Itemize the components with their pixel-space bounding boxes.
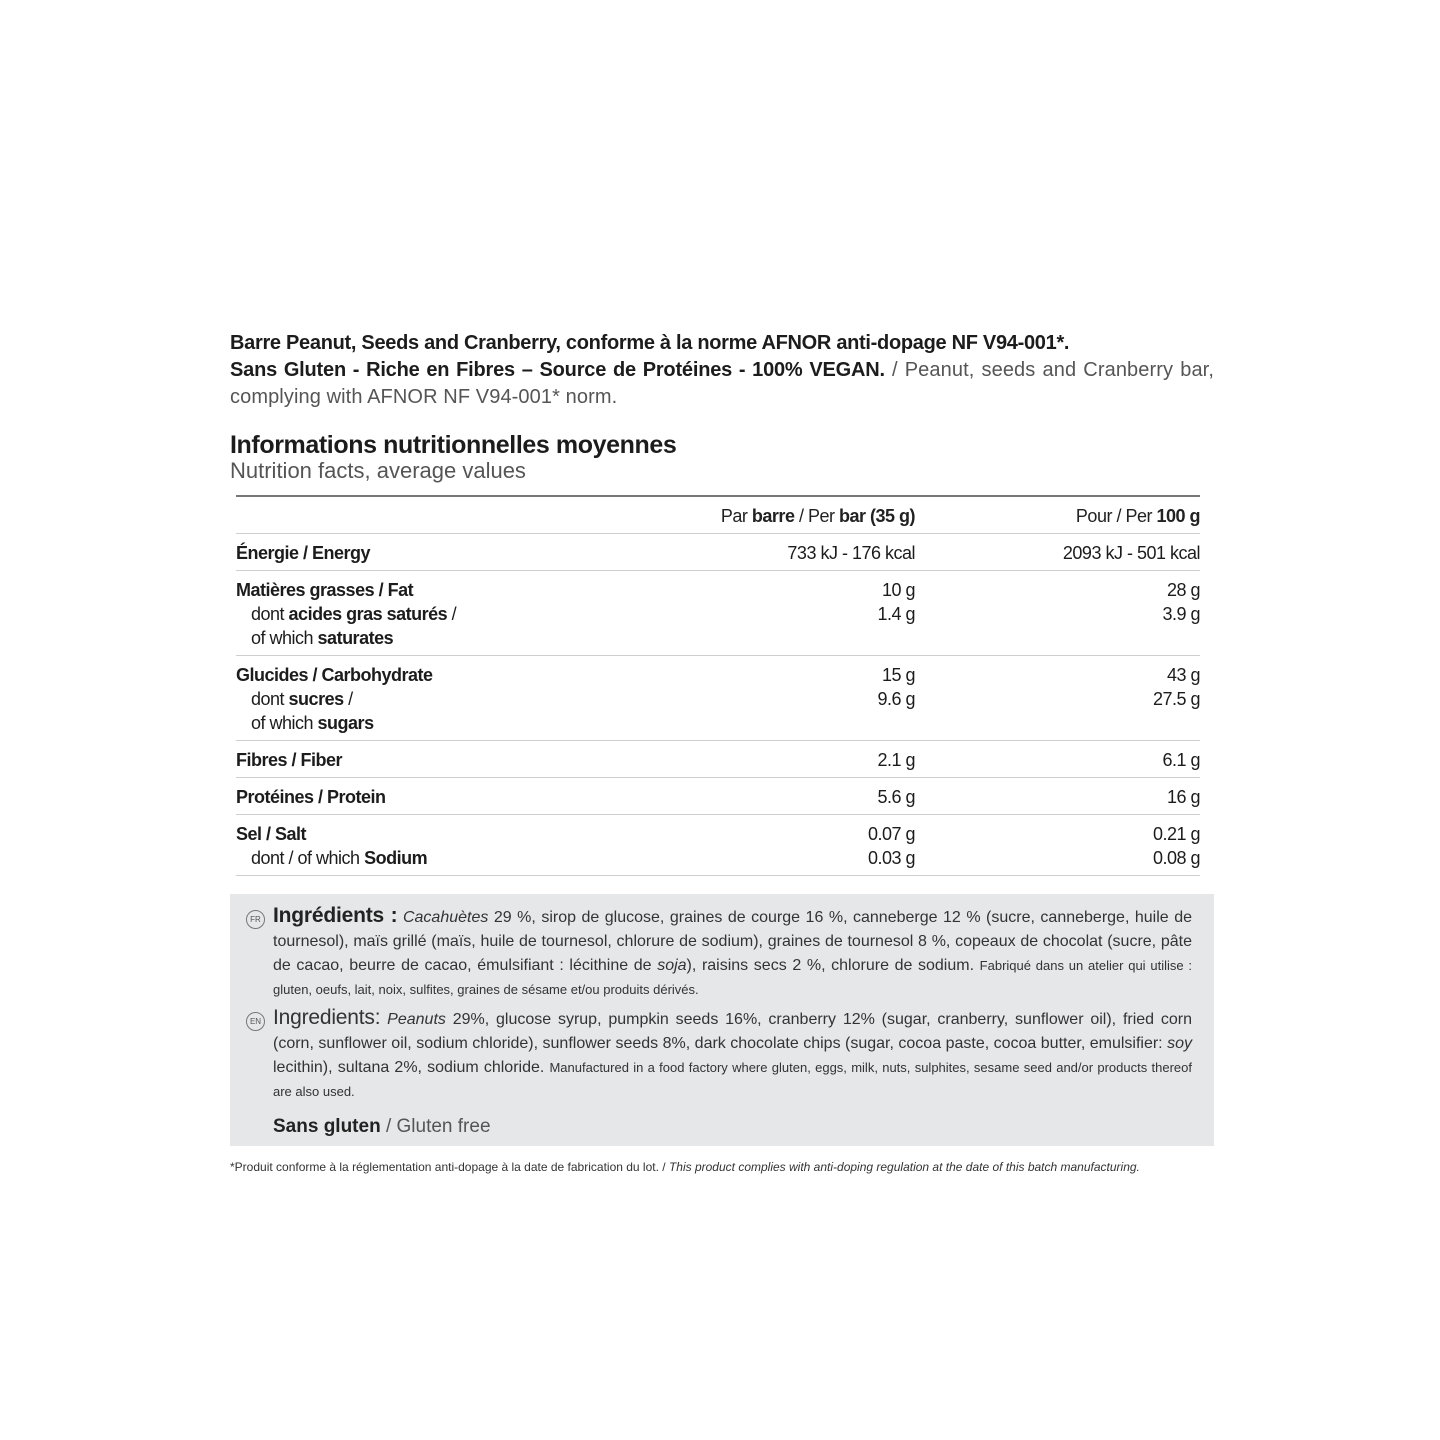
table-row-energy (236, 534, 1200, 571)
table-row-salt (236, 815, 1200, 876)
row-label: Glucides / Carbohydrate dont sucres / of which sugars (236, 656, 460, 741)
fr-language-icon: FR (246, 910, 265, 929)
ingredients-fr: FR Ingrédients : Cacahuètes 29 %, sirop de glucose, graines de courge 16 %, canneberge 12 % (sucre, canneberge, huile de tournesol), maïs grillé (maïs, huile de tournesol, chlorure de sodium), graines de tournesol 8 %, copeaux de chocolat (sucre, pâte de cacao, beurre de cacao, émulsifiant : lécithine de soja), raisins secs 2 %, chlorure de sodium. Fabriqué dans un atelier qui utilise : gluten, oeufs, lait, noix, sulfites, graines de sésame et/ou produits dérivés. (230, 904, 1214, 1002)
product-claims (230, 357, 1214, 411)
product-description (230, 330, 1214, 411)
value-per-bar: 5.6 g (877, 787, 915, 807)
table-row-fat (236, 571, 1200, 656)
value-per-100g: 43 g 27.5 g (1152, 665, 1200, 709)
ingredients-title-en: Ingredients: (273, 1006, 381, 1029)
ingredients-panel (230, 894, 1214, 1146)
value-per-bar: 0.07 g 0.03 g (867, 824, 915, 868)
ingredients-en: EN Ingredients: Peanuts 29%, glucose syrup, pumpkin seeds 16%, cranberry 12% (sugar, cranberry, sunflower oil), fried corn (corn, sunflower oil, sodium chloride), sunflower seeds 8%, dark chocolate chips (sugar, cocoa paste, cocoa butter, emulsifier: soy lecithin), sultana 2%, sodium chloride. Manufactured in a food factory where gluten, eggs, milk, nuts, sulphites, sesame seed and/or products thereof are also used. (230, 1006, 1214, 1104)
allergen-note-en: Manufactured in a food factory where gluten, eggs, milk, nuts, sulphites, sesame seed and/or products thereof are also used. (273, 1060, 1193, 1099)
row-label: Fibres / Fiber (236, 750, 343, 770)
value-per-100g: 0.21 g 0.08 g (1152, 824, 1200, 868)
claims-fr: Sans Gluten - Riche en Fibres – Source de Protéines - 100% VEGAN. (230, 359, 885, 381)
table-header-row (236, 496, 1200, 534)
product-name-line: Barre Peanut, Seeds and Cranberry, conforme à la norme AFNOR anti-dopage NF V94-001*. (230, 332, 1070, 354)
table-row-carbohydrate (236, 656, 1200, 741)
value-per-bar: 733 kJ - 176 kcal (787, 543, 915, 563)
value-per-100g: 16 g (1166, 787, 1200, 807)
value-per-100g: 2093 kJ - 501 kcal (1062, 543, 1200, 563)
sub-label-saturates: dont acides gras saturés / of which saturates (251, 604, 457, 648)
gluten-free-note: Sans gluten / Gluten free (273, 1116, 491, 1137)
ingredients-title-fr: Ingrédients : (273, 904, 398, 927)
table-row-fiber (236, 741, 1200, 778)
nutrition-table (236, 495, 1200, 876)
allergen-note-fr: Fabriqué dans un atelier qui utilise : gluten, oeufs, lait, noix, sulfites, graines de sésame et/ou produits dérivés. (273, 958, 1192, 997)
footnote: *Produit conforme à la réglementation anti-dopage à la date de fabrication du lot. / This product complies with anti-doping regulation at the date of this batch manufacturing. (230, 1160, 1140, 1174)
nutrition-title: Informations nutritionnelles moyennes (230, 431, 677, 459)
value-per-bar: 2.1 g (877, 750, 915, 770)
sub-label-sodium: dont / of which Sodium (251, 848, 428, 868)
value-per-bar: 15 g 9.6 g (877, 665, 915, 709)
header-blank (236, 496, 460, 534)
claims-en: / Peanut, seeds and Cranberry bar, complying with AFNOR NF V94-001* norm. (230, 359, 1214, 408)
row-label: Protéines / Protein (236, 787, 386, 807)
table-row-protein (236, 778, 1200, 815)
en-language-icon: EN (246, 1012, 265, 1031)
header-per-bar: Par barre / Per bar (35 g) (720, 506, 915, 526)
row-label: Matières grasses / Fat dont acides gras saturés / of which saturates (236, 571, 460, 656)
nutrition-subtitle: Nutrition facts, average values (230, 458, 526, 483)
row-label: Énergie / Energy (236, 543, 371, 563)
value-per-bar: 10 g 1.4 g (877, 580, 915, 624)
value-per-100g: 6.1 g (1162, 750, 1200, 770)
sub-label-sugars: dont sucres / (251, 689, 353, 709)
row-label: Sel / Salt dont / of which Sodium (236, 815, 460, 876)
product-label (230, 330, 1214, 1174)
value-per-100g: 28 g 3.9 g (1162, 580, 1200, 624)
header-per-100g: Pour / Per 100 g (1075, 506, 1200, 526)
